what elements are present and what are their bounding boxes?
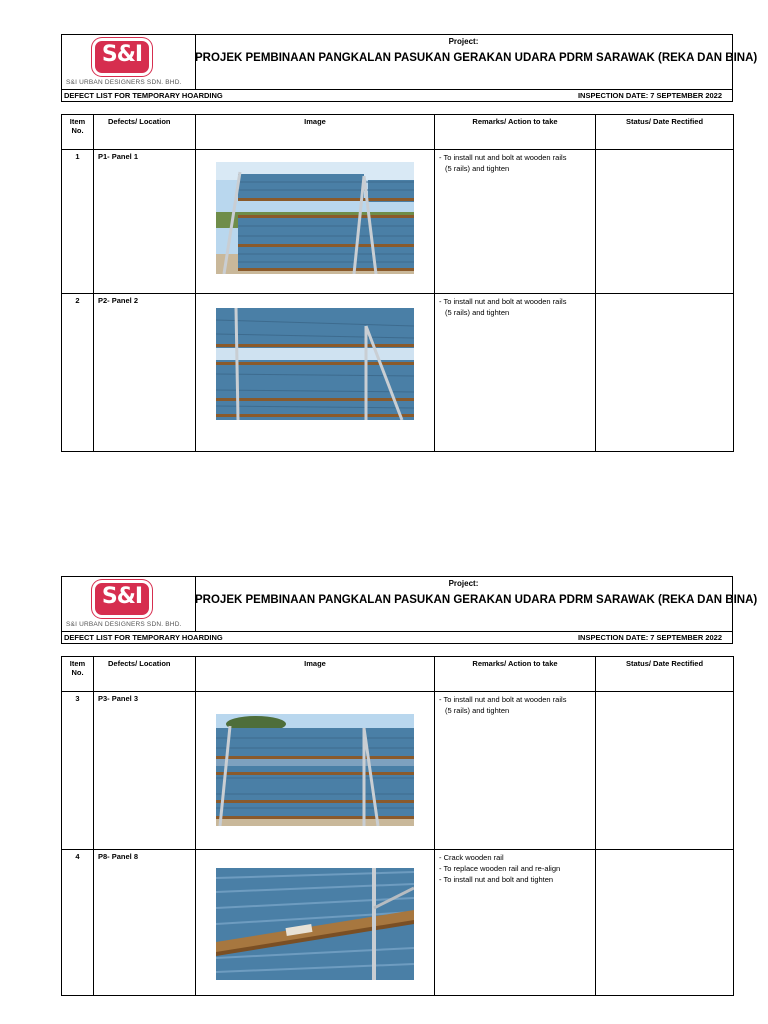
- status-cell: [596, 150, 734, 294]
- remarks-cell: [435, 294, 596, 452]
- col-remarks: Remarks/ Action to take: [435, 115, 596, 150]
- col-status: Status/ Date Rectified: [596, 115, 734, 150]
- col-defects-location: Defects/ Location: [94, 115, 196, 150]
- hoarding-photo-panel-3: [216, 714, 414, 826]
- project-label: Project:: [448, 37, 479, 46]
- col-item-no: Item No.: [62, 115, 94, 150]
- status-cell: [596, 692, 734, 850]
- col-image: Image: [196, 115, 435, 150]
- defect-table: [61, 114, 734, 452]
- table-header-row: [62, 657, 734, 692]
- item-number: 3: [62, 692, 94, 850]
- project-title: PROJEK PEMBINAAN PANGKALAN PASUKAN GERAKAN UDARA PDRM SARAWAK (REKA DAN BINA): [195, 594, 758, 606]
- company-name: S&I URBAN DESIGNERS SDN. BHD.: [66, 621, 182, 628]
- remark-line: (5 rails) and tighten: [445, 164, 510, 173]
- remarks-cell: [435, 692, 596, 850]
- remark-line: (5 rails) and tighten: [445, 706, 510, 715]
- col-defects-location: Defects/ Location: [94, 657, 196, 692]
- remarks-cell: [435, 150, 596, 294]
- company-logo-cell: [62, 577, 196, 631]
- col-status: Status/ Date Rectified: [596, 657, 734, 692]
- table-row: [62, 150, 734, 294]
- sheet-subheader: [61, 90, 733, 102]
- list-title: DEFECT LIST FOR TEMPORARY HOARDING: [64, 91, 223, 100]
- image-cell: [196, 850, 435, 996]
- hoarding-photo-panel-1: [216, 162, 414, 274]
- inspection-date: INSPECTION DATE: 7 SEPTEMBER 2022: [577, 633, 722, 642]
- item-number: 4: [62, 850, 94, 996]
- col-item-no: Item No.: [62, 657, 94, 692]
- remark-line: - To install nut and bolt at wooden rails: [439, 297, 567, 306]
- table-row: [62, 692, 734, 850]
- defect-location: P8- Panel 8: [94, 850, 196, 996]
- defect-location: P3- Panel 3: [94, 692, 196, 850]
- company-logo-cell: [62, 35, 196, 89]
- col-remarks: Remarks/ Action to take: [435, 657, 596, 692]
- defect-location: P1- Panel 1: [94, 150, 196, 294]
- col-image: Image: [196, 657, 435, 692]
- remark-line: - To install nut and bolt at wooden rails: [439, 695, 567, 704]
- defect-sheet-2: [61, 576, 758, 996]
- remark-line: - Crack wooden rail: [439, 853, 504, 862]
- image-cell: [196, 692, 435, 850]
- sheet-header: [61, 34, 758, 90]
- table-row: [62, 850, 734, 996]
- remark-line: - To install nut and bolt at wooden rails: [439, 153, 567, 162]
- image-cell: [196, 150, 435, 294]
- company-name: S&I URBAN DESIGNERS SDN. BHD.: [66, 79, 182, 86]
- remark-line: (5 rails) and tighten: [445, 308, 510, 317]
- remark-line: - To replace wooden rail and re-align: [439, 864, 561, 873]
- status-cell: [596, 850, 734, 996]
- list-title: DEFECT LIST FOR TEMPORARY HOARDING: [64, 633, 223, 642]
- sheet-subheader: [61, 632, 733, 644]
- defect-table: [61, 656, 734, 996]
- item-number: 1: [62, 150, 94, 294]
- status-cell: [596, 294, 734, 452]
- inspection-date: INSPECTION DATE: 7 SEPTEMBER 2022: [577, 91, 722, 100]
- sheet-header: [61, 576, 758, 632]
- table-row: [62, 294, 734, 452]
- hoarding-photo-panel-2: [216, 308, 414, 420]
- defect-location: P2- Panel 2: [94, 294, 196, 452]
- table-header-row: [62, 115, 734, 150]
- project-title: PROJEK PEMBINAAN PANGKALAN PASUKAN GERAKAN UDARA PDRM SARAWAK (REKA DAN BINA): [195, 52, 758, 64]
- image-cell: [196, 294, 435, 452]
- item-number: 2: [62, 294, 94, 452]
- remark-line: - To install nut and bolt and tighten: [439, 875, 554, 884]
- defect-sheet-1: [61, 34, 758, 454]
- project-label: Project:: [448, 579, 479, 588]
- remarks-cell: [435, 850, 596, 996]
- company-logo: S&I: [92, 580, 152, 618]
- hoarding-photo-panel-8: [216, 868, 414, 980]
- company-logo: S&I: [92, 38, 152, 76]
